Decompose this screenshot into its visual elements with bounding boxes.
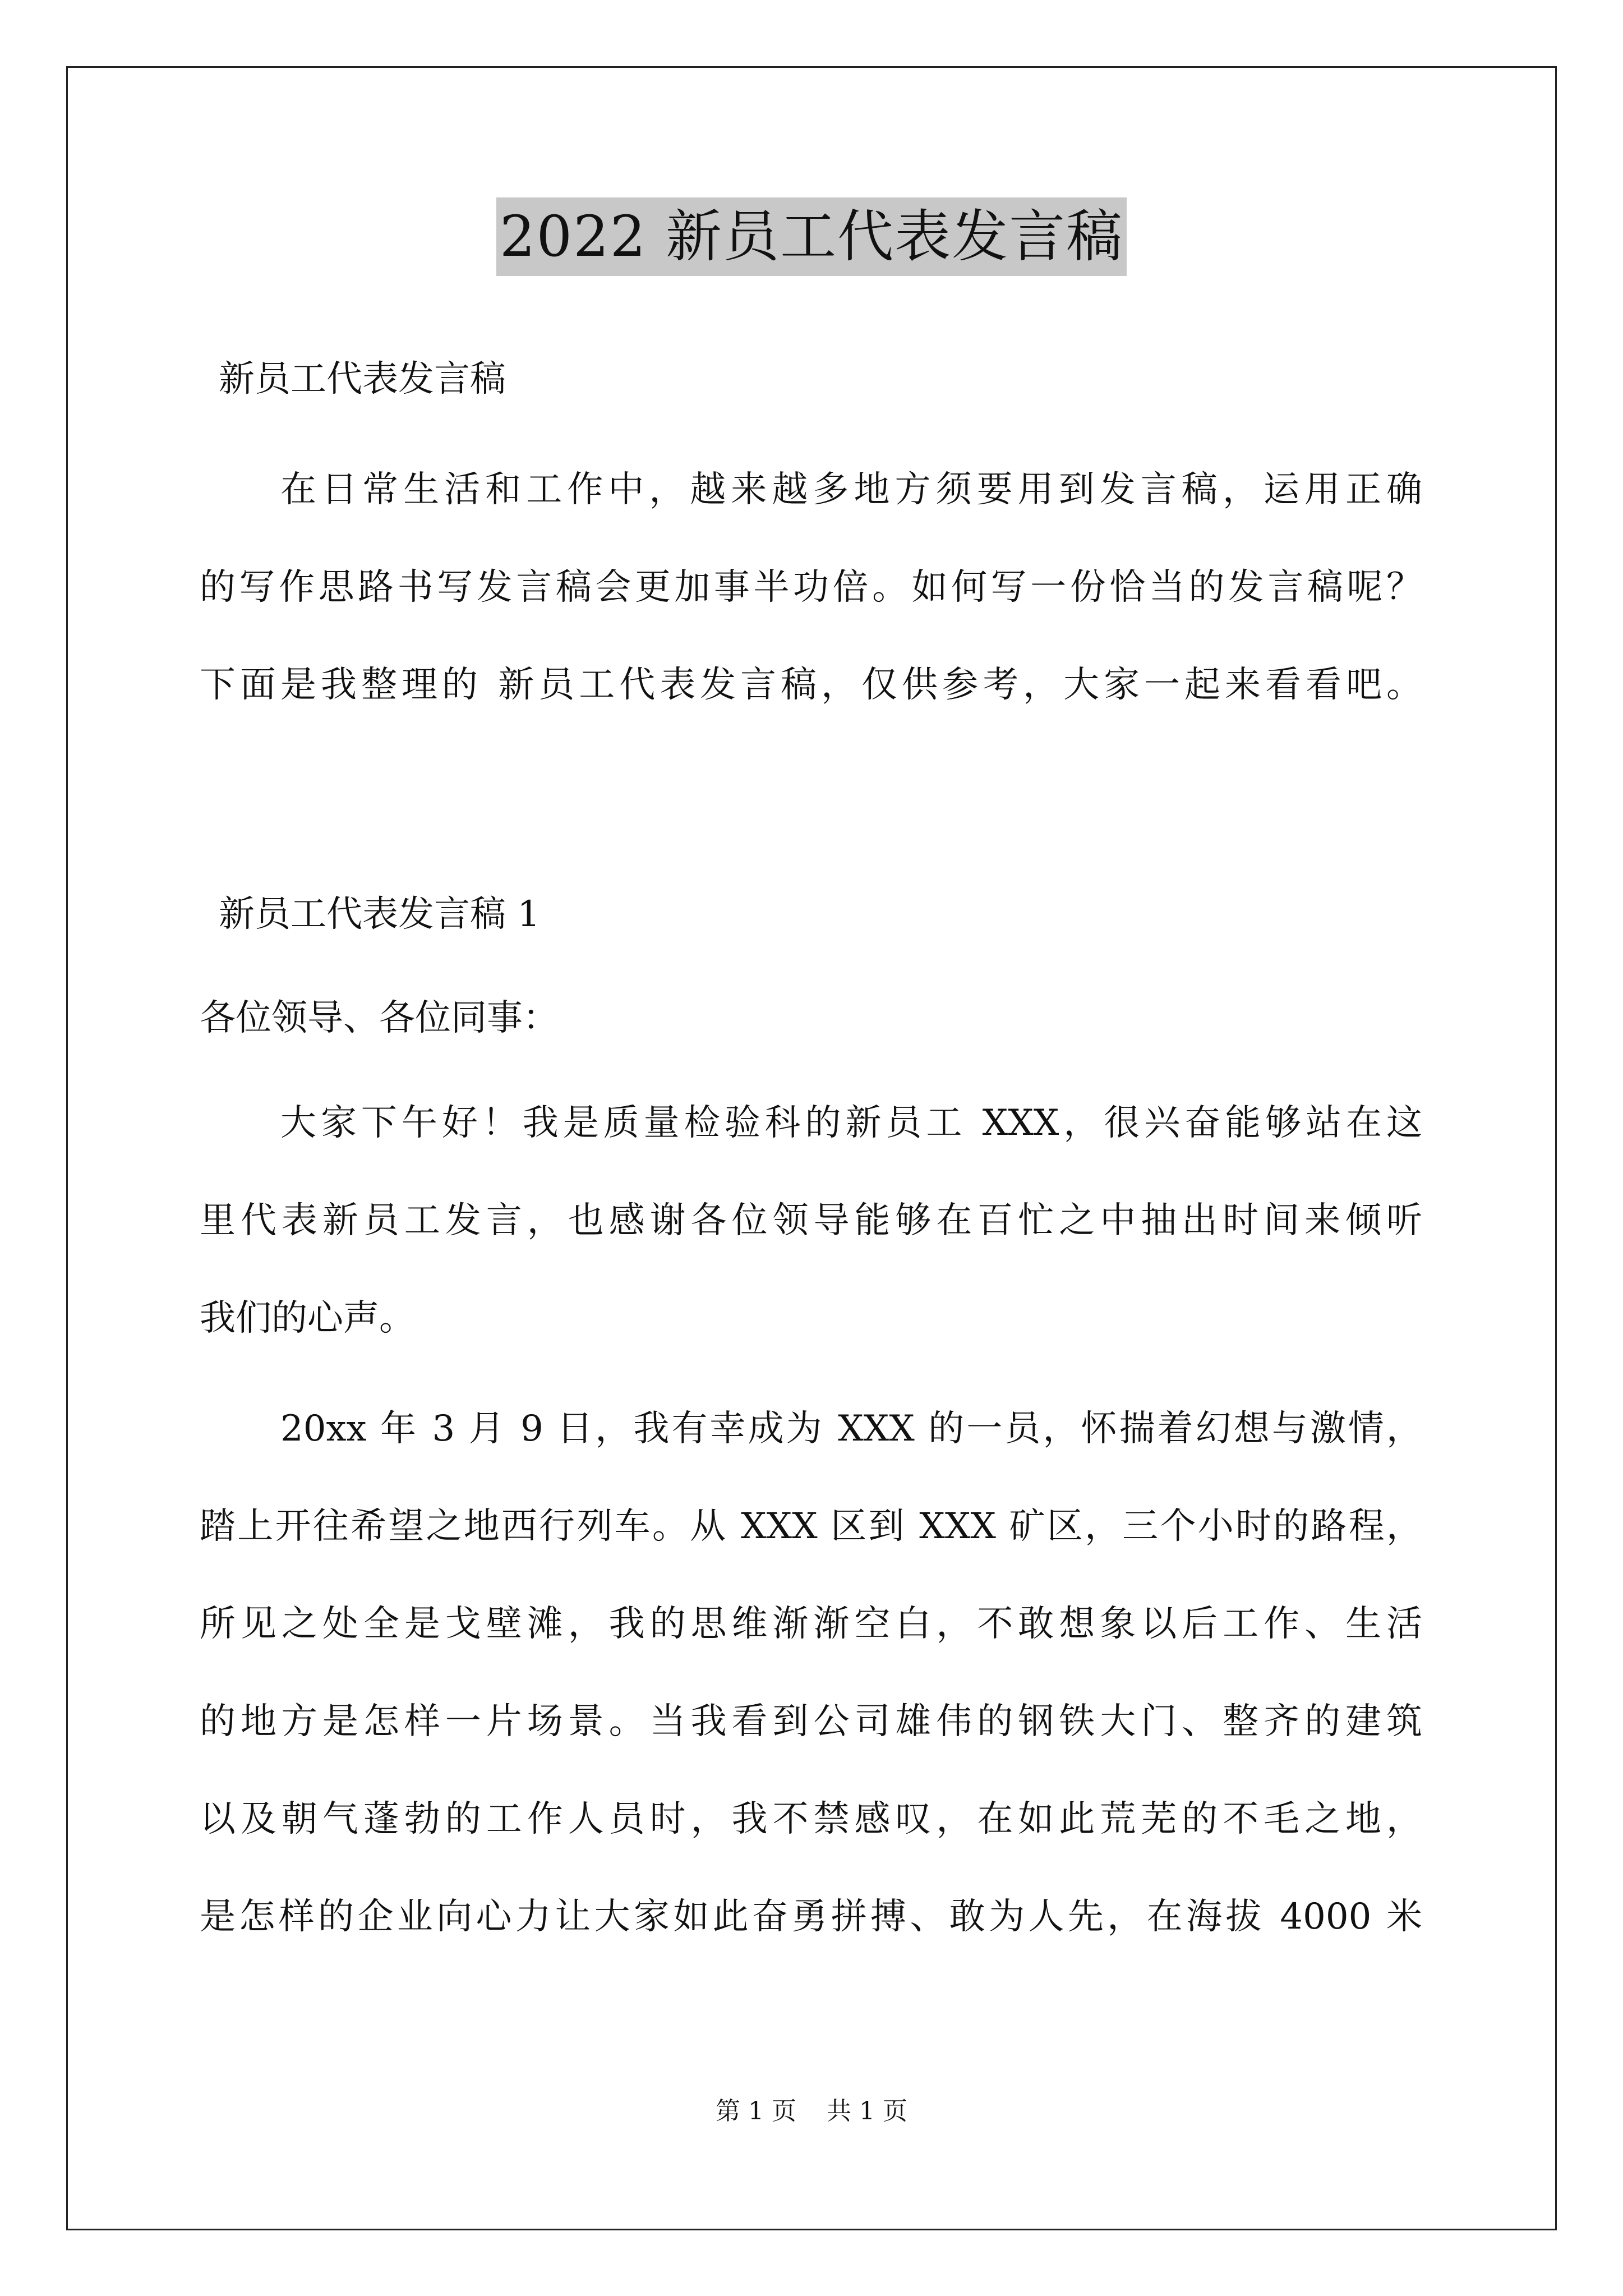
salutation: 各位领导、各位同事： bbox=[200, 997, 559, 1039]
paragraph2-line-2: 踏上开往希望之地西行列车。从 XXX 区到 XXX 矿区，三个小时的路程， bbox=[200, 1506, 1422, 1547]
title-container bbox=[0, 197, 1623, 276]
paragraph2-line-5: 以及朝气蓬勃的工作人员时，我不禁感叹，在如此荒芜的不毛之地， bbox=[200, 1798, 1422, 1840]
paragraph2-line-3: 所见之处全是戈壁滩，我的思维渐渐空白，不敢想象以后工作、生活 bbox=[200, 1603, 1422, 1645]
intro-line-1: 在日常生活和工作中，越来越多地方须要用到发言稿，运用正确 bbox=[280, 469, 1422, 510]
paragraph2-line-6: 是怎样的企业向心力让大家如此奋勇拼搏、敢为人先，在海拔 4000 米 bbox=[200, 1896, 1422, 1938]
paragraph1-line-1: 大家下午好！我是质量检验科的新员工 XXX，很兴奋能够站在这 bbox=[280, 1102, 1422, 1144]
page-number: 第 1 页 bbox=[716, 2097, 796, 2125]
page-total: 共 1 页 bbox=[827, 2097, 907, 2125]
page-footer bbox=[0, 2095, 1623, 2128]
paragraph1-line-3: 我们的心声。 bbox=[200, 1297, 415, 1339]
intro-line-3: 下面是我整理的 新员工代表发言稿，仅供参考，大家一起来看看吧。 bbox=[200, 664, 1422, 706]
document-subtitle: 新员工代表发言稿 bbox=[219, 358, 506, 400]
intro-line-2: 的写作思路书写发言稿会更加事半功倍。如何写一份恰当的发言稿呢？ bbox=[200, 567, 1422, 608]
paragraph2-line-4: 的地方是怎样一片场景。当我看到公司雄伟的钢铁大门、整齐的建筑 bbox=[200, 1701, 1422, 1742]
paragraph1-line-2: 里代表新员工发言，也感谢各位领导能够在百忙之中抽出时间来倾听 bbox=[200, 1200, 1422, 1241]
paragraph2-line-1: 20xx 年 3 月 9 日，我有幸成为 XXX 的一员，怀揣着幻想与激情， bbox=[280, 1408, 1422, 1450]
section-heading: 新员工代表发言稿 1 bbox=[219, 894, 541, 935]
document-title: 2022 新员工代表发言稿 bbox=[496, 197, 1127, 276]
